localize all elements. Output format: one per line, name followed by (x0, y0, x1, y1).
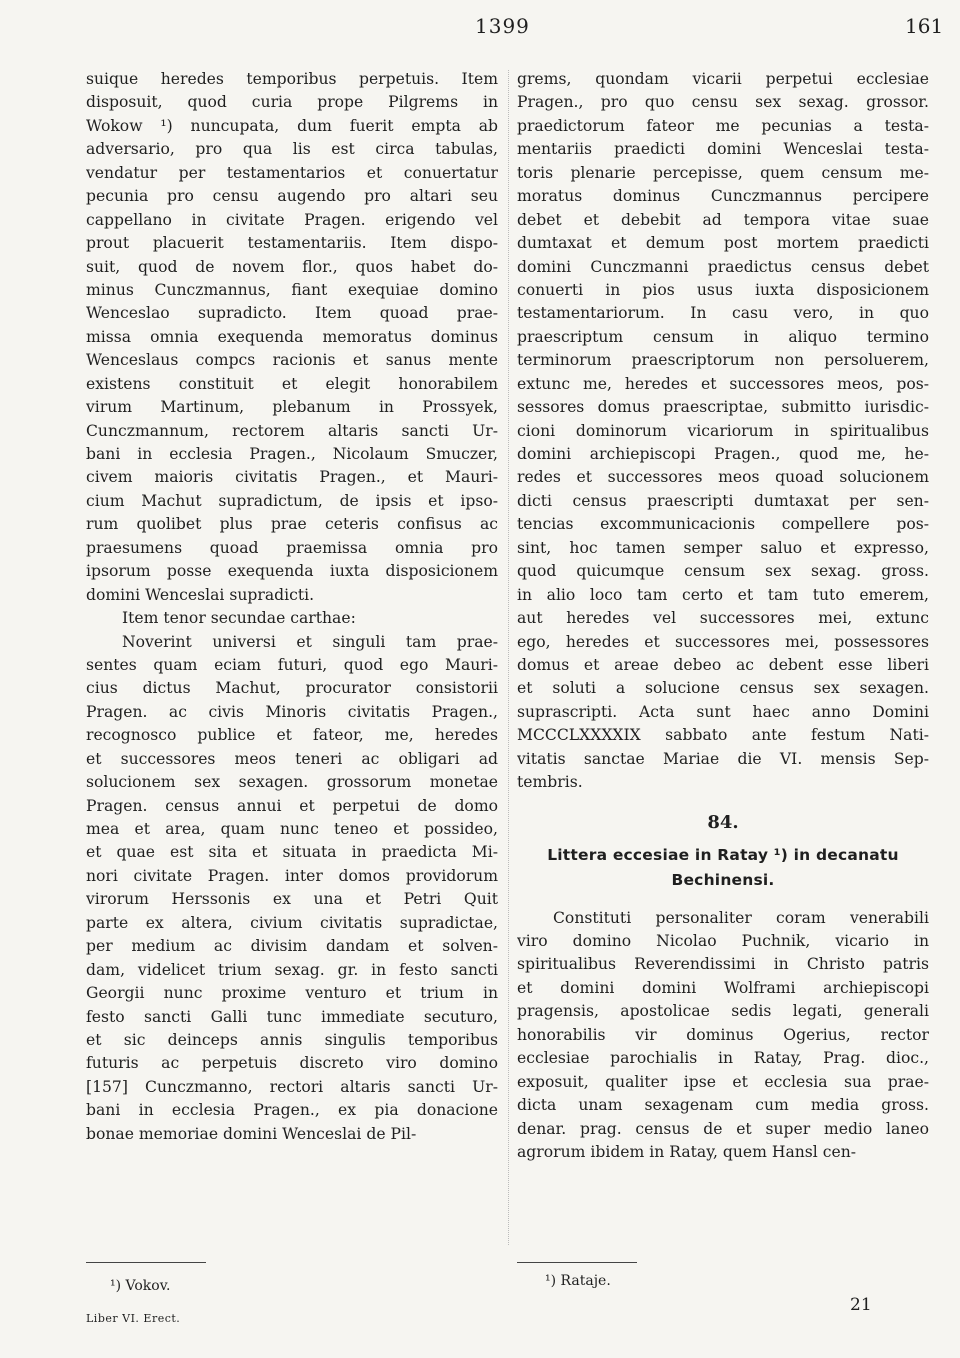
text-line: mentariis praedicti domini Wenceslai testa- (517, 140, 929, 159)
text-line: Constituti personaliter coram venerabili (553, 908, 929, 927)
text-line: Cunczmannum, rectorem altaris sancti Ur- (86, 421, 498, 440)
text-line: Noverint universi et singuli tam prae- (122, 632, 498, 651)
section-title-line2: Bechinensi. (671, 870, 775, 889)
text-line: rum quolibet plus prae ceteris confisus ac (86, 515, 498, 534)
text-line: domus et areae debeo ac debent esse liberi (517, 655, 929, 674)
text-line: [157] Cunczmanno, rectori altaris sancti Ur- (86, 1077, 498, 1096)
text-line: bonae memoriae domini Wenceslai de Pil- (86, 1124, 417, 1143)
text-line: sessores domus praescriptae, submitto iurisdic- (517, 398, 929, 417)
text-line: ego, heredes et successores mei, possessores (517, 632, 929, 651)
text-line: vitatis sanctae Mariae die VI. mensis Sep- (517, 749, 929, 768)
section-title-line1: Littera eccesiae in Ratay ¹) in decanatu (547, 845, 899, 864)
text-line: recognosco publice et fateor, me, heredes (86, 726, 498, 745)
text-line: Georgii nunc proxime venturo et trium in (86, 984, 498, 1003)
text-line: cioni dominorum vicariorum in spiritualibus (517, 421, 929, 440)
text-line: festo sancti Galli tunc immediate secuturo, (86, 1007, 498, 1026)
text-line: vendatur per testamentarios et conuertatur (86, 163, 498, 182)
text-line: et soluti a solucione census sex sexagen. (517, 679, 929, 698)
text-line: Pragen. ac civis Minoris civitatis Pragen., (86, 702, 498, 721)
text-line: exposuit, qualiter ipse et ecclesia sua prae- (517, 1072, 929, 1091)
text-line: existens constituit et elegit honorabilem (86, 374, 498, 393)
text-line: missa omnia exequenda memoratus dominus (86, 327, 498, 346)
text-line: aut heredes vel successores mei, extunc (517, 609, 929, 628)
text-line: cius dictus Machut, procurator consistorii (86, 679, 498, 698)
text-line: dicta unam sexagenam cum media gross. (517, 1096, 929, 1115)
text-line: dicti census praescripti dumtaxat per sen- (517, 491, 929, 510)
text-line: cappellano in civitate Pragen. erigendo vel (86, 210, 498, 229)
text-line: civem maioris civitatis Pragen., et Mauri- (86, 468, 498, 487)
footnote-left: ¹) Vokov. (110, 1278, 171, 1294)
text-line: honorabilis vir dominus Ogerius, rector (517, 1025, 929, 1044)
right-column-top-text (517, 68, 929, 795)
text-line: virum Martinum, plebanum in Prossyek, (86, 398, 498, 417)
left-column (86, 68, 498, 1146)
text-line: denar. prag. census de et super medio laneo (517, 1119, 929, 1138)
right-column-bottom-text (517, 907, 929, 1165)
text-line: tembris. (517, 773, 583, 792)
text-line: sentes quam eciam futuri, quod ego Mauri- (86, 655, 498, 674)
text-line: domini Cunczmanni praedictus census debet (517, 257, 929, 276)
text-line: conuerti in pios usus iuxta disposicionem (517, 280, 929, 299)
text-line: nori civitate Pragen. inter domos providorum (86, 866, 498, 885)
text-line: cium Machut supradictum, de ipsis et ipso- (86, 491, 498, 510)
text-line: ipsorum posse exequenda iuxta disposicionem (86, 562, 498, 581)
text-line: extunc me, heredes et successores meos, pos- (517, 374, 929, 393)
text-line: Pragen., pro quo censu sex sexag. grossor. (517, 93, 929, 112)
text-line: bani in ecclesia Pragen., Nicolaum Smuczer, (86, 445, 498, 463)
text-line: et domini domini Wolframi archiepiscopi (517, 978, 929, 997)
header-year: 1399 (475, 14, 530, 38)
text-line: Pragen. census annui et perpetui de domo (86, 796, 498, 815)
text-line: Wokow ¹) nuncupata, dum fuerit empta ab (86, 116, 498, 135)
text-line: virorum Herssonis ex una et Petri Quit (86, 890, 498, 909)
text-line: suprascripti. Acta sunt haec anno Domini (517, 702, 929, 721)
text-line: bani in ecclesia Pragen., ex pia donacione (86, 1101, 498, 1120)
text-line: redes et successores meos quoad solucionem (517, 468, 929, 487)
signature-label: Liber VI. Erect. (86, 1312, 181, 1325)
signature-number: 21 (850, 1295, 872, 1315)
text-line: spiritualibus Reverendissimi in Christo patris (517, 955, 929, 974)
text-line: tencias excommunicacionis compellere pos- (517, 515, 929, 534)
text-line: disposuit, quod curia prope Pilgrems in (86, 93, 498, 112)
text-line: mea et area, quam nunc teneo et possideo, (86, 820, 498, 838)
text-line: solucionem sex sexagen. grossorum monetae (86, 773, 498, 792)
text-line: MCCCLXXXXIX sabbato ante festum Nati- (517, 726, 929, 745)
text-line: dumtaxat et demum post mortem praedicti (517, 234, 929, 253)
footnote-rule-left (86, 1262, 206, 1263)
text-line: quod quicumque censum sex sexag. gross. (517, 562, 929, 581)
text-line: in alio loco tam certo et tam tuto emerem, (517, 585, 929, 604)
text-line: prout placuerit testamentariis. Item dispo- (86, 234, 498, 253)
text-line: viro domino Nicolao Puchnik, vicario in (517, 932, 929, 950)
text-line: minus Cunczmannus, fiant exequiae domino (86, 280, 498, 299)
text-line: terminorum praescriptorum non persoluerem, (517, 351, 929, 370)
text-line: parte ex altera, civium civitatis supradictae, (86, 913, 498, 932)
text-line: pecunia pro censu augendo pro altari seu (86, 187, 498, 206)
text-line: Item tenor secundae carthae: (122, 609, 356, 628)
right-column (517, 68, 929, 1164)
column-divider (508, 70, 509, 1245)
text-line: ecclesiae parochialis in Ratay, Prag. dioc., (517, 1049, 929, 1068)
text-line: praescriptum censum in aliquo termino (517, 327, 929, 346)
text-line: pragensis, apostolicae sedis legati, generali (517, 1002, 929, 1021)
footnote-rule-right (517, 1262, 637, 1263)
footnote-right: ¹) Rataje. (545, 1273, 611, 1289)
text-line: domini Wenceslai supradicti. (86, 585, 315, 604)
text-line: debet et debebit ad tempora vitae suae (517, 210, 929, 229)
section-gap (517, 893, 929, 907)
text-line: testamentariorum. In casu vero, in quo (517, 304, 929, 323)
text-line: moratus dominus Cunczmannus percipere (517, 187, 929, 206)
text-line: praesumens quoad praemissa omnia pro (86, 538, 498, 557)
text-line: agrorum ibidem in Ratay, quem Hansl cen- (517, 1142, 857, 1161)
text-line: futuris ac perpetuis discreto viro domino (86, 1054, 498, 1073)
text-line: sint, hoc tamen semper saluo et expresso, (517, 538, 929, 557)
text-line: et successores meos teneri ac obligari ad (86, 749, 498, 768)
text-line: per medium ac divisim dandam et solven- (86, 937, 498, 956)
page-number: 161 (905, 14, 944, 38)
text-line: suique heredes temporibus perpetuis. Item (86, 70, 498, 88)
text-line: et quae est sita et situata in praedicta Mi- (86, 843, 498, 862)
text-line: Wenceslaus compcs racionis et sanus mente (86, 351, 498, 370)
text-line: Wenceslao supradicto. Item quoad prae- (86, 304, 498, 323)
text-line: grems, quondam vicarii perpetui ecclesiae (517, 70, 929, 88)
text-line: dam, videlicet trium sexag. gr. in festo sancti (86, 960, 498, 979)
text-line: adversario, pro qua lis est circa tabulas, (86, 140, 498, 159)
section-number: 84. (707, 811, 739, 833)
text-line: et sic deinceps annis singulis temporibus (86, 1030, 498, 1049)
text-line: suit, quod de novem flor., quos habet do- (86, 257, 498, 276)
text-line: praedictorum fateor me pecunias a testa- (517, 116, 929, 135)
text-line: domini archiepiscopi Pragen., quod me, he- (517, 445, 929, 463)
text-line: toris plenarie percepisse, quem censum me- (517, 163, 929, 182)
